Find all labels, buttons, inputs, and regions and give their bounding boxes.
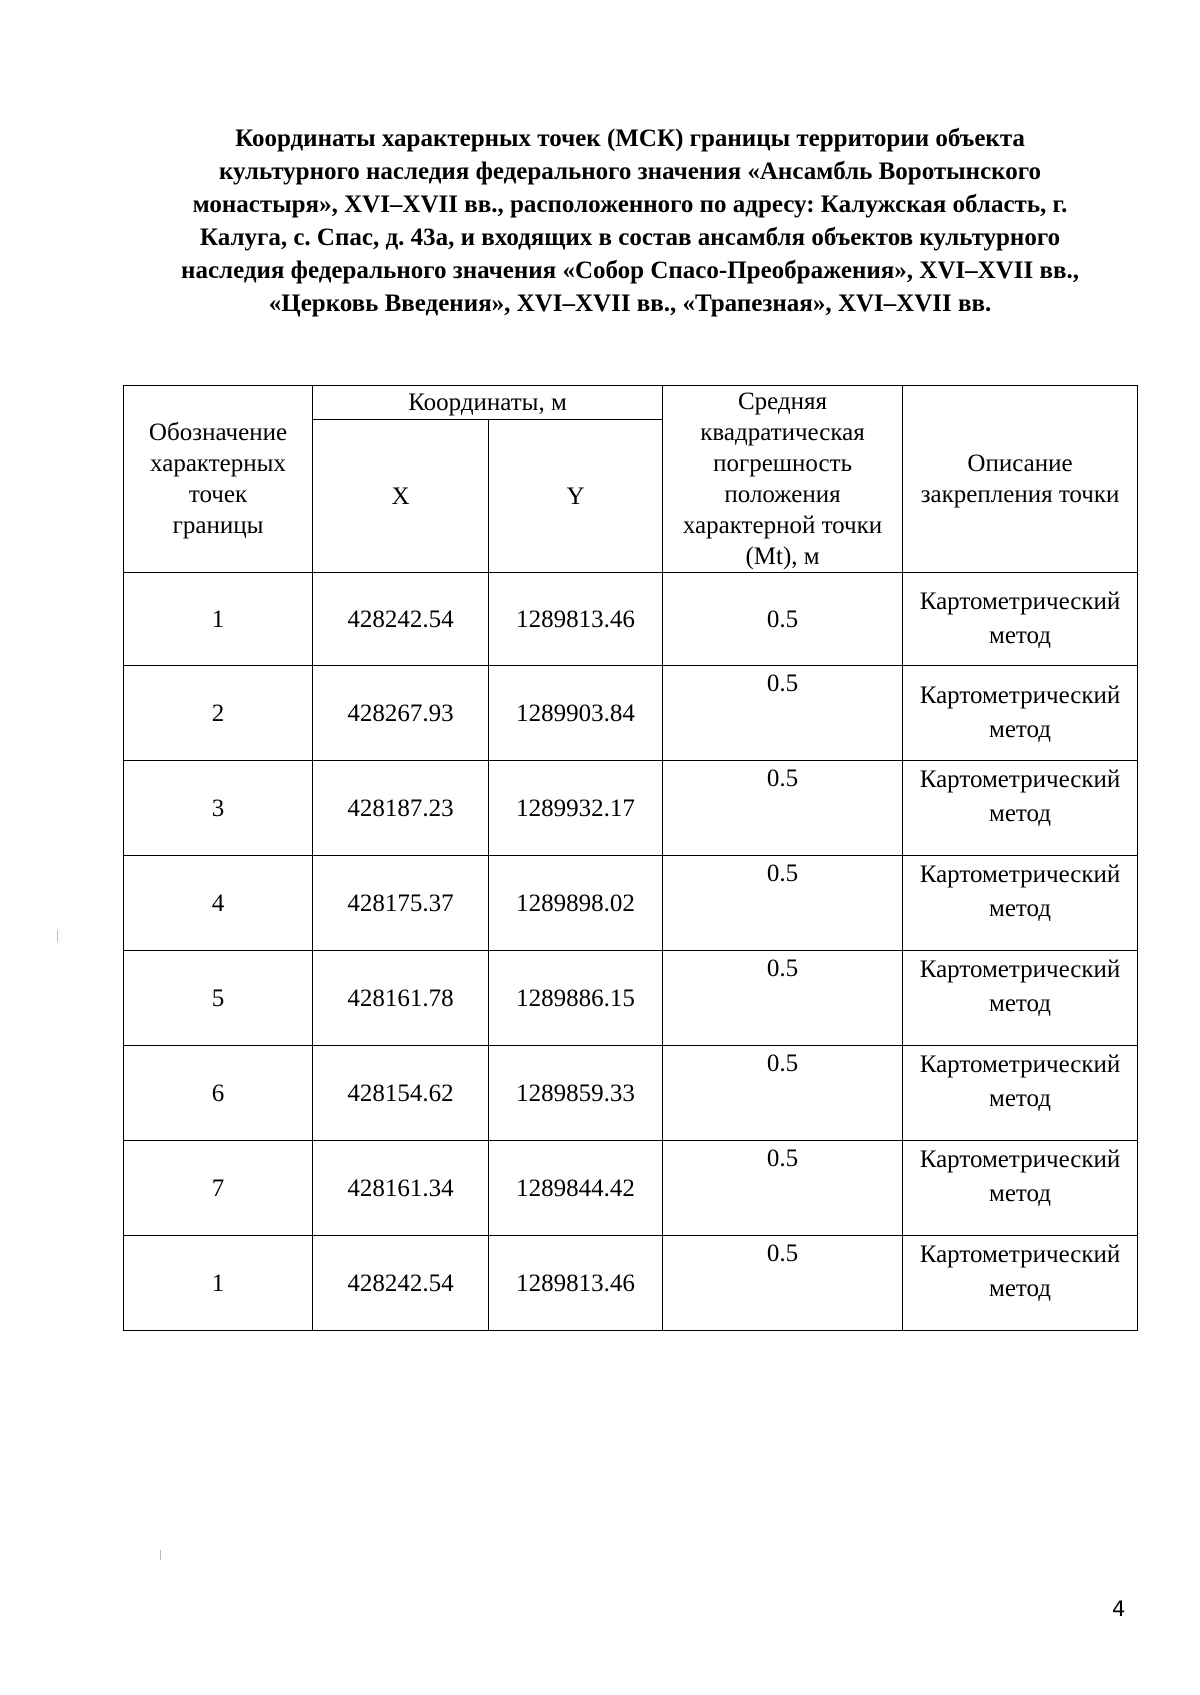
table-row bbox=[124, 856, 1138, 951]
cell-point: 1 bbox=[124, 573, 313, 666]
cell-description: Картометрический метод bbox=[903, 951, 1138, 1046]
cell-y: 1289813.46 bbox=[489, 573, 663, 666]
cell-x: 428154.62 bbox=[313, 1046, 489, 1141]
cell-point: 1 bbox=[124, 1236, 313, 1331]
coordinates-table bbox=[123, 385, 1138, 1331]
cell-mt: 0.5 bbox=[663, 573, 903, 666]
table-header-row bbox=[124, 386, 1138, 420]
document-title bbox=[140, 122, 1120, 320]
cell-mt: 0.5 bbox=[663, 761, 903, 856]
table-row bbox=[124, 1046, 1138, 1141]
title-line: Калуга, с. Спас, д. 43а, и входящих в состав ансамбля объектов культурного bbox=[199, 224, 1061, 251]
cell-x: 428267.93 bbox=[313, 666, 489, 761]
cell-point: 5 bbox=[124, 951, 313, 1046]
cell-description: Картометрический метод bbox=[903, 856, 1138, 951]
title-line: культурного наследия федерального значения «Ансамбль Воротынского bbox=[219, 158, 1041, 185]
table-row bbox=[124, 761, 1138, 856]
cell-point: 2 bbox=[124, 666, 313, 761]
title-line: «Церковь Введения», XVI–XVII вв., «Трапезная», XVI–XVII вв. bbox=[268, 290, 992, 317]
cell-mt: 0.5 bbox=[663, 1236, 903, 1331]
cell-description: Картометрический метод bbox=[903, 1141, 1138, 1236]
scan-artifact bbox=[57, 930, 58, 942]
header-x: X bbox=[313, 420, 489, 573]
title-line: Координаты характерных точек (МСК) границы территории объекта bbox=[235, 125, 1025, 152]
cell-mt: 0.5 bbox=[663, 666, 903, 761]
cell-y: 1289903.84 bbox=[489, 666, 663, 761]
cell-x: 428187.23 bbox=[313, 761, 489, 856]
cell-description: Картометрический метод bbox=[903, 1236, 1138, 1331]
cell-mt: 0.5 bbox=[663, 951, 903, 1046]
cell-point: 4 bbox=[124, 856, 313, 951]
cell-point: 7 bbox=[124, 1141, 313, 1236]
cell-x: 428161.34 bbox=[313, 1141, 489, 1236]
cell-mt: 0.5 bbox=[663, 1141, 903, 1236]
table-row bbox=[124, 573, 1138, 666]
cell-x: 428242.54 bbox=[313, 573, 489, 666]
table-row bbox=[124, 1141, 1138, 1236]
cell-y: 1289886.15 bbox=[489, 951, 663, 1046]
cell-point: 3 bbox=[124, 761, 313, 856]
cell-description: Картометрический метод bbox=[903, 573, 1138, 666]
cell-y: 1289898.02 bbox=[489, 856, 663, 951]
title-line: монастыря», XVI–XVII вв., расположенного по адресу: Калужская область, г. bbox=[192, 191, 1068, 218]
cell-description: Картометрический метод bbox=[903, 761, 1138, 856]
cell-y: 1289932.17 bbox=[489, 761, 663, 856]
table-row bbox=[124, 1236, 1138, 1331]
cell-mt: 0.5 bbox=[663, 1046, 903, 1141]
cell-description: Картометрический метод bbox=[903, 666, 1138, 761]
header-point-designation: Обозначение характерных точек границы bbox=[124, 386, 313, 573]
cell-y: 1289813.46 bbox=[489, 1236, 663, 1331]
scan-artifact bbox=[160, 1550, 161, 1560]
header-coordinates-group: Координаты, м bbox=[313, 386, 663, 420]
table-row bbox=[124, 666, 1138, 761]
cell-point: 6 bbox=[124, 1046, 313, 1141]
cell-description: Картометрический метод bbox=[903, 1046, 1138, 1141]
cell-y: 1289859.33 bbox=[489, 1046, 663, 1141]
header-fixing-description: Описание закрепления точки bbox=[903, 386, 1138, 573]
cell-x: 428242.54 bbox=[313, 1236, 489, 1331]
cell-x: 428175.37 bbox=[313, 856, 489, 951]
cell-mt: 0.5 bbox=[663, 856, 903, 951]
title-line: наследия федерального значения «Собор Спасо-Преображения», XVI–XVII вв., bbox=[181, 257, 1079, 284]
table-row bbox=[124, 951, 1138, 1046]
page-number: 4 bbox=[1112, 1597, 1126, 1621]
cell-y: 1289844.42 bbox=[489, 1141, 663, 1236]
cell-x: 428161.78 bbox=[313, 951, 489, 1046]
header-y: Y bbox=[489, 420, 663, 573]
header-mean-square-error: Средняя квадратическая погрешность положения характерной точки (Mt), м bbox=[663, 386, 903, 573]
